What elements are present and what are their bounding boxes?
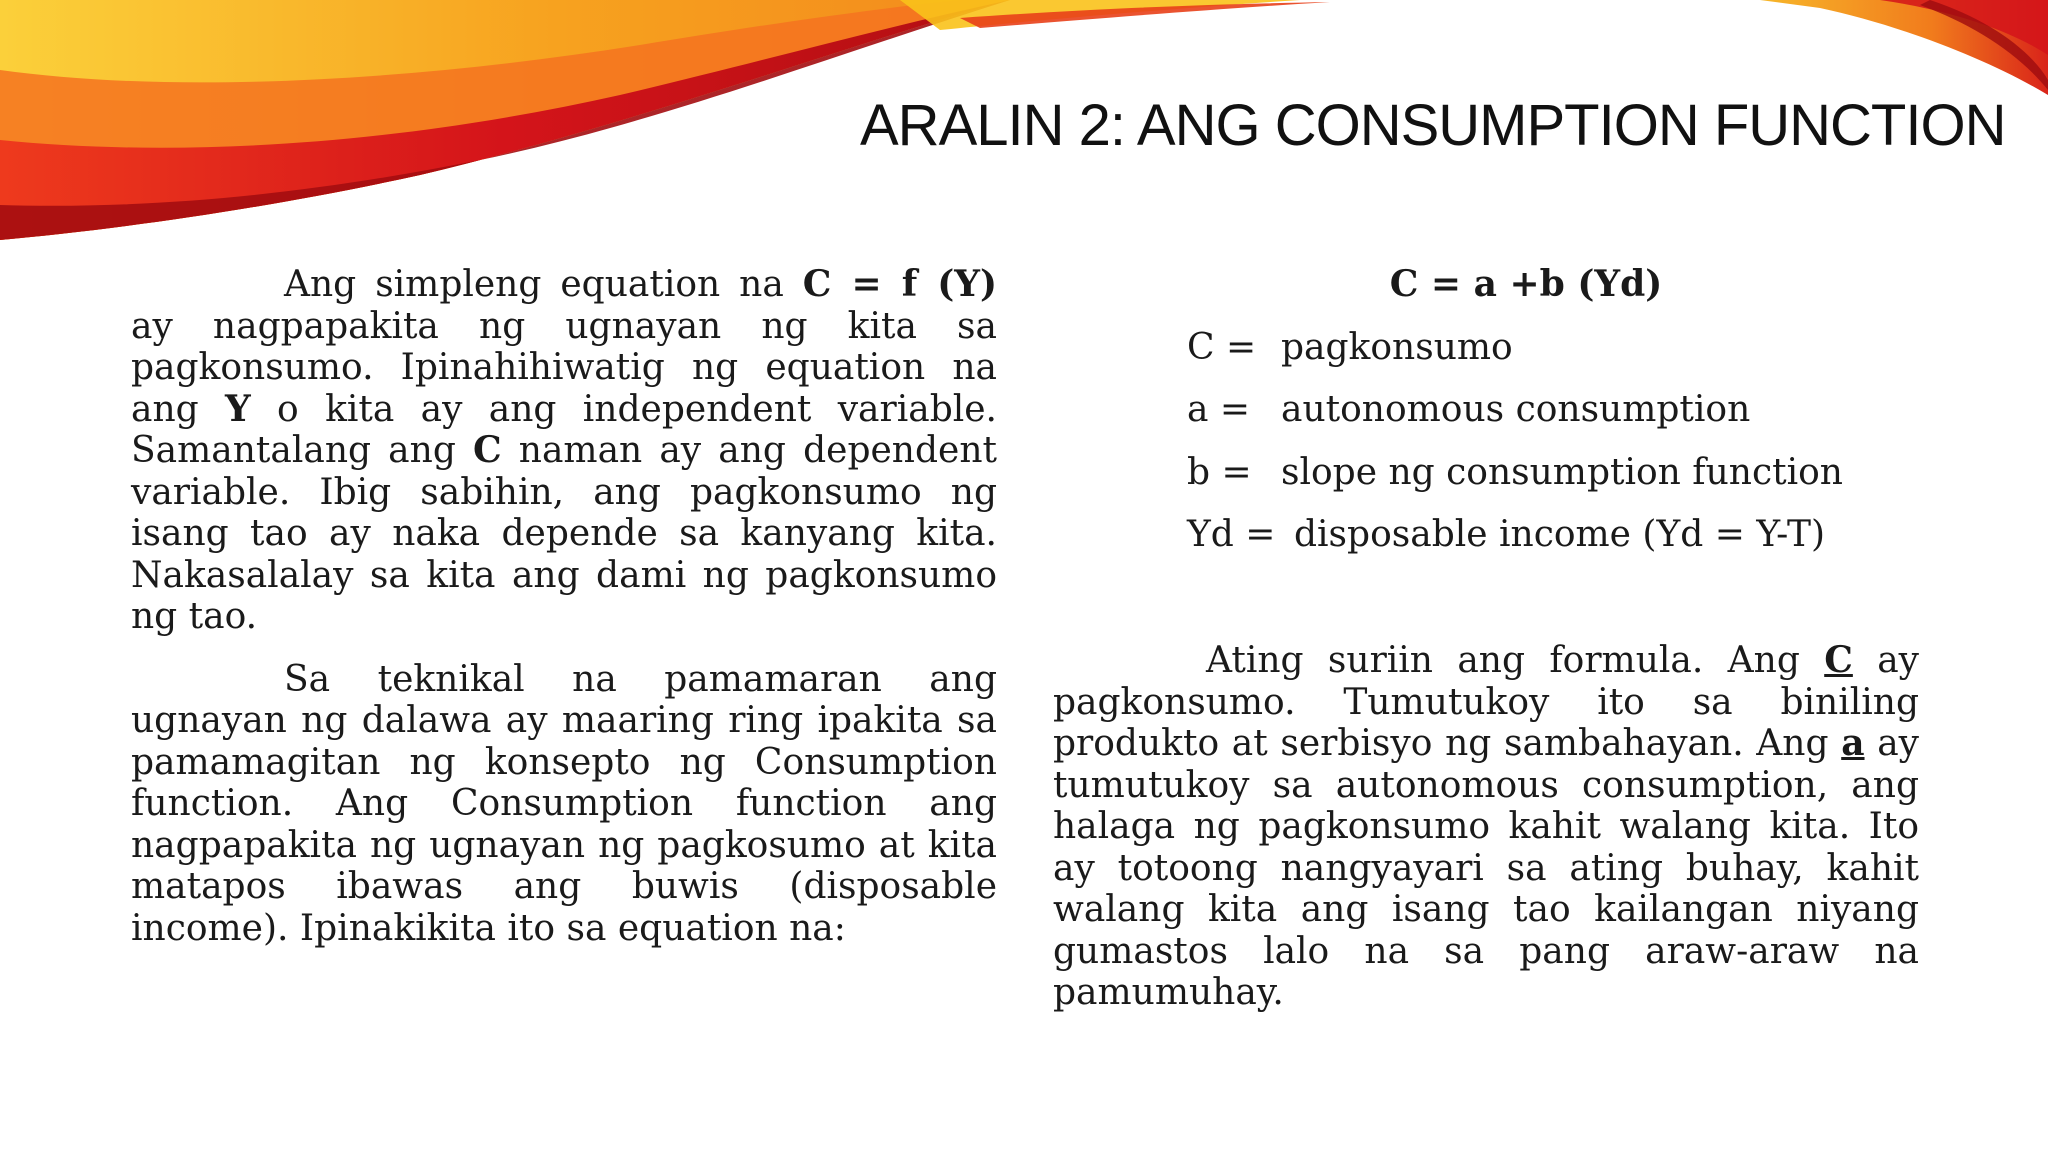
right-paragraph	[1053, 640, 1919, 1014]
definition-row	[1187, 452, 1919, 515]
definition-row	[1187, 327, 1919, 390]
variable-y-bold: Y	[225, 387, 251, 430]
variable-a-bold-underlined: a	[1841, 722, 1865, 764]
definition-row	[1187, 514, 1919, 577]
consumption-formula: C = a +b (Yd)	[1389, 263, 1663, 305]
left-paragraph-2: Sa teknikal na pamamaran ang ugnayan ng dalawa ay maaring ring ipakita sa pamamagitan ng konsepto ng Consumption function. Ang Consumption function ang nagpapakita ng ugnayan ng pagkosumo at kita matapos ibawas ang buwis (disposable income). Ipinakikita ito sa equation na:	[131, 658, 997, 949]
definitions-list	[1053, 327, 1919, 577]
definition-meaning: slope ng consumption function	[1281, 451, 1843, 493]
variable-c-bold-underlined: C	[1824, 639, 1853, 681]
variable-c-bold: C	[473, 429, 502, 471]
text: ay nagpapakita ng ugnayan ng kita sa pagkonsumo. Ipinahihiwatig ng equation na ang	[131, 305, 997, 430]
text: ay tumutukoy sa autonomous consumption, ang halaga ng pagkonsumo kahit walang kita. Ito ay totoong nangyayari sa ating buhay, kahit walang kita ang isang tao kailangan niyang gumastos lalo na sa pang araw-araw na pamumuhay.	[1053, 723, 1919, 1013]
definition-term: Yd =	[1187, 514, 1276, 555]
text: o kita ay ang independent variable. Samantalang ang	[131, 388, 998, 471]
text: Ang simpleng equation na	[284, 264, 803, 305]
right-column	[1053, 264, 1919, 577]
definition-row	[1187, 389, 1919, 452]
left-column	[131, 264, 997, 970]
definition-term: C =	[1187, 326, 1257, 368]
text: ay pagkonsumo. Tumutukoy ito sa biniling produkto at serbisyo ng sambahayan. Ang	[1053, 640, 1919, 764]
text: naman ay ang dependent variable. Ibig sabihin, ang pagkonsumo ng isang tao ay naka depende sa kanyang kita. Nakasalalay sa kita ang dami ng pagkonsumo ng tao.	[131, 430, 997, 637]
text: Ating suriin ang formula. Ang	[1206, 640, 1825, 681]
left-paragraph-1	[131, 264, 997, 638]
definition-meaning: autonomous consumption	[1281, 389, 1751, 430]
definition-term: a =	[1187, 389, 1251, 430]
equation-bold: C = f (Y)	[802, 263, 997, 305]
slide-title: ARALIN 2: ANG CONSUMPTION FUNCTION	[860, 93, 2006, 158]
definition-meaning: pagkonsumo	[1281, 326, 1513, 368]
definition-term: b =	[1187, 451, 1252, 493]
definition-meaning: disposable income (Yd = Y-T)	[1294, 514, 1826, 555]
